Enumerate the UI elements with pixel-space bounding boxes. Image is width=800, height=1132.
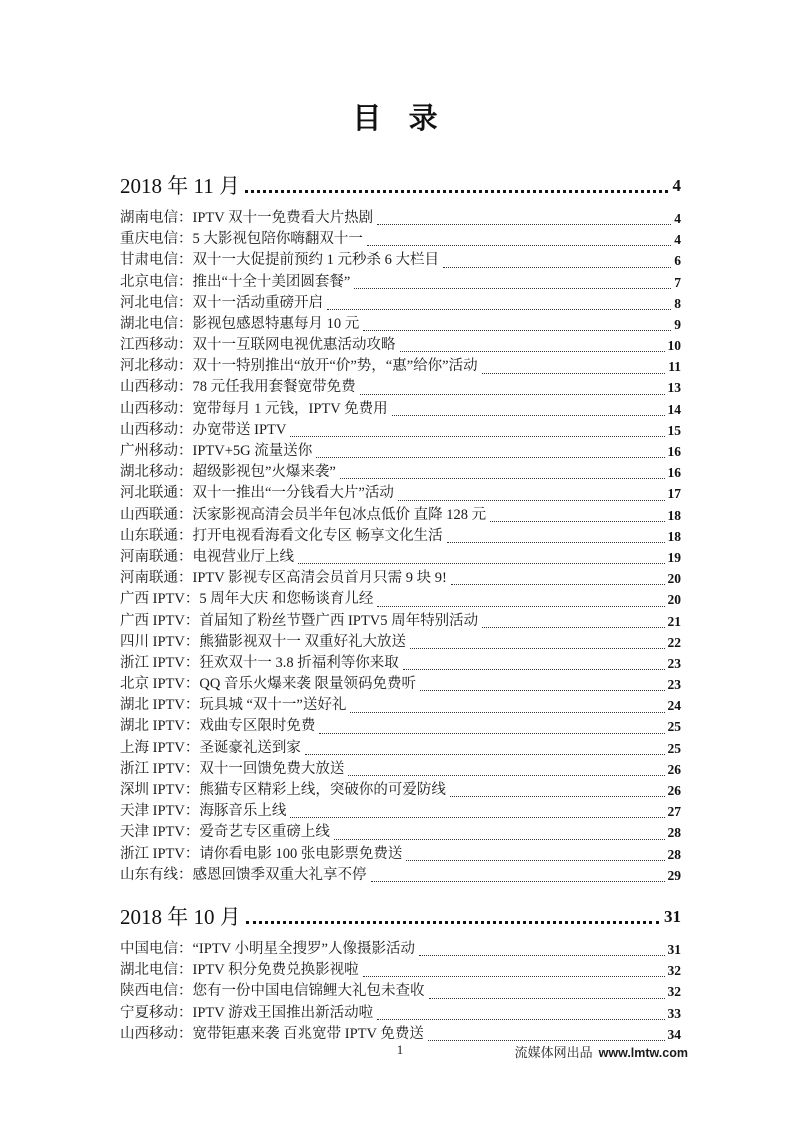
toc-entry[interactable] <box>120 717 681 738</box>
toc-entry-label: 广西 IPTV：首届知了粉丝节暨广西 IPTV5 周年特别活动 <box>120 612 479 629</box>
dot-leader <box>290 436 664 437</box>
toc-entry-label: 中国电信：“IPTV 小明星全搜罗”人像摄影活动 <box>120 940 415 957</box>
dot-leader <box>482 373 666 374</box>
dot-leader <box>482 627 664 628</box>
toc-entry-label: 江西移动：双十一互联网电视优惠活动攻略 <box>120 337 396 354</box>
dot-leader <box>428 1040 665 1041</box>
toc-entry-label: 河北联通：双十一推出“一分钱看大片”活动 <box>120 485 394 502</box>
dot-leader <box>334 839 665 840</box>
toc-entry-page-number: 18 <box>667 528 681 544</box>
toc-entry-page-number: 23 <box>667 677 681 693</box>
toc-entry-label: 山西移动：宽带每月 1 元钱，IPTV 免费用 <box>120 400 388 417</box>
toc-entry-page-number: 23 <box>667 655 681 671</box>
dot-leader <box>451 584 665 585</box>
toc-entry[interactable] <box>120 208 681 229</box>
dot-leader <box>367 245 671 246</box>
toc-entry-label: 浙江 IPTV：请你看电影 100 张电影票免费送 <box>120 845 403 862</box>
dot-leader <box>354 288 671 289</box>
dot-leader <box>319 733 664 734</box>
toc-entry-label: 湖南电信：IPTV 双十一免费看大片热剧 <box>120 209 374 226</box>
toc-entry[interactable] <box>120 483 681 504</box>
dot-leader <box>305 754 665 755</box>
dot-leader <box>348 775 664 776</box>
toc-entry-label: 河北电信：双十一活动重磅开启 <box>120 294 323 311</box>
toc-entry-page-number: 4 <box>674 232 681 248</box>
toc-entry-page-number: 26 <box>667 783 681 799</box>
toc-entry[interactable] <box>120 939 681 960</box>
toc-entry[interactable] <box>120 399 681 420</box>
toc-entry-page-number: 18 <box>667 507 681 523</box>
toc-entry-page-number: 33 <box>667 1005 681 1021</box>
toc-entry-page-number: 14 <box>667 401 681 417</box>
toc-entry-page-number: 28 <box>667 825 681 841</box>
toc-entry[interactable] <box>120 632 681 653</box>
dot-leader <box>327 309 671 310</box>
toc-entry-page-number: 6 <box>674 253 681 269</box>
dot-leader <box>490 521 664 522</box>
toc-entry[interactable] <box>120 293 681 314</box>
toc-entry-page-number: 24 <box>667 698 681 714</box>
toc-entry[interactable] <box>120 505 681 526</box>
toc-entry-page-number: 34 <box>667 1026 681 1042</box>
toc-section <box>120 171 681 886</box>
toc-entry-label: 河南联通：IPTV 影视专区高清会员首月只需 9 块 9! <box>120 570 447 587</box>
section-heading-label: 2018 年 10 月 <box>120 905 241 929</box>
toc-entry-page-number: 16 <box>667 465 681 481</box>
toc-entry-page-number: 32 <box>667 963 681 979</box>
toc-entry[interactable] <box>120 589 681 610</box>
toc-entry[interactable] <box>120 738 681 759</box>
dot-leader <box>410 648 665 649</box>
dot-leader <box>363 330 671 331</box>
toc-section-heading[interactable] <box>120 171 681 201</box>
toc-entry[interactable] <box>120 314 681 335</box>
toc-entry[interactable] <box>120 759 681 780</box>
toc-entry-label: 北京 IPTV：QQ 音乐火爆来袭 限量领码免费听 <box>120 676 417 693</box>
page-title: 目 录 <box>352 103 448 135</box>
dot-leader <box>400 351 665 352</box>
dot-leader <box>360 394 665 395</box>
toc-entry[interactable] <box>120 272 681 293</box>
toc-entry[interactable] <box>120 462 681 483</box>
toc-entry-label: 上海 IPTV：圣诞豪礼送到家 <box>120 739 301 756</box>
toc-entry[interactable] <box>120 960 681 981</box>
footer-credit <box>515 1042 688 1061</box>
toc-entry-label: 湖北电信：影视包感恩特惠每月 10 元 <box>120 315 360 332</box>
toc-entry-page-number: 27 <box>667 804 681 820</box>
toc-entry[interactable] <box>120 547 681 568</box>
toc-entry[interactable] <box>120 250 681 271</box>
dot-leader <box>298 563 665 564</box>
dot-leader <box>377 1019 664 1020</box>
toc-entry-page-number: 29 <box>667 867 681 883</box>
toc-entry-label: 浙江 IPTV：狂欢双十一 3.8 折福利等你来取 <box>120 654 399 671</box>
toc-entry-page-number: 28 <box>667 846 681 862</box>
toc-entry-label: 湖北电信：IPTV 积分免费兑换影视啦 <box>120 962 359 979</box>
toc-entry[interactable] <box>120 441 681 462</box>
dot-leader <box>245 190 668 193</box>
toc-entry[interactable] <box>120 865 681 886</box>
toc-entry-page-number: 21 <box>667 613 681 629</box>
dot-leader <box>316 457 664 458</box>
toc-entry[interactable] <box>120 780 681 801</box>
toc-entry-label: 甘肃电信：双十一大促提前预约 1 元秒杀 6 大栏目 <box>120 252 439 269</box>
dot-leader <box>392 415 665 416</box>
section-page-number: 4 <box>672 176 681 195</box>
toc-entry-list <box>120 939 681 1045</box>
dot-leader <box>420 690 664 691</box>
dot-leader <box>363 976 665 977</box>
toc-entry-page-number: 13 <box>667 380 681 396</box>
toc-entry[interactable] <box>120 674 681 695</box>
dot-leader <box>450 796 665 797</box>
toc-entry-page-number: 20 <box>667 571 681 587</box>
dot-leader <box>403 669 665 670</box>
toc-entry[interactable] <box>120 695 681 716</box>
footer-publisher: 流媒体网出品 <box>514 1045 593 1060</box>
footer-website: www.lmtw.com <box>598 1046 688 1060</box>
toc-entry-label: 山西移动：宽带钜惠来袭 百兆宽带 IPTV 免费送 <box>120 1025 424 1042</box>
toc-entry-page-number: 26 <box>667 761 681 777</box>
dot-leader <box>406 860 664 861</box>
toc-entry-page-number: 31 <box>667 941 681 957</box>
toc-entry-label: 天津 IPTV：海豚音乐上线 <box>120 803 287 820</box>
toc-entry-label: 陕西电信：您有一份中国电信锦鲤大礼包未查收 <box>120 983 425 1000</box>
toc-entry-page-number: 17 <box>667 486 681 502</box>
toc-entry-label: 河北移动：双十一特别推出“放开“价”势，“惠”给你”活动 <box>120 358 478 375</box>
toc-entry-page-number: 7 <box>674 274 681 290</box>
toc-entry-label: 浙江 IPTV：双十一回馈免费大放送 <box>120 760 345 777</box>
dot-leader <box>290 817 664 818</box>
toc-entry-label: 山东联通：打开电视看海看文化专区 畅享文化生活 <box>120 527 443 544</box>
toc-entry-label: 天津 IPTV：爱奇艺专区重磅上线 <box>120 824 330 841</box>
dot-leader <box>443 267 671 268</box>
dot-leader <box>350 712 664 713</box>
toc-entry-page-number: 20 <box>667 592 681 608</box>
dot-leader <box>246 921 659 924</box>
toc-entry[interactable] <box>120 844 681 865</box>
toc-section <box>120 902 681 1045</box>
toc-entry[interactable] <box>120 378 681 399</box>
toc-entry-label: 四川 IPTV：熊猫影视双十一 双重好礼大放送 <box>120 633 406 650</box>
toc-entry-label: 湖北 IPTV：玩具城 “双十一”送好礼 <box>120 697 347 714</box>
dot-leader <box>447 542 665 543</box>
toc-entry-page-number: 16 <box>667 444 681 460</box>
toc-entry-label: 湖北移动：超级影视包”火爆来袭” <box>120 464 336 481</box>
toc-entry[interactable] <box>120 526 681 547</box>
dot-leader <box>371 881 665 882</box>
toc-entry-page-number: 25 <box>667 740 681 756</box>
toc-entry-page-number: 8 <box>674 295 681 311</box>
toc-entry[interactable] <box>120 822 681 843</box>
toc-entry[interactable] <box>120 981 681 1002</box>
toc-entry[interactable] <box>120 1003 681 1024</box>
toc-entry-page-number: 19 <box>667 549 681 565</box>
toc-entry-label: 宁夏移动：IPTV 游戏王国推出新活动啦 <box>120 1004 374 1021</box>
toc-entry[interactable] <box>120 653 681 674</box>
dot-leader <box>377 224 671 225</box>
toc-entry-label: 北京电信：推出“十全十美团圆套餐” <box>120 273 351 290</box>
dot-leader <box>429 998 665 999</box>
toc-entry[interactable] <box>120 801 681 822</box>
toc-entry-label: 广州移动：IPTV+5G 流量送你 <box>120 443 313 460</box>
toc-entry-label: 山西移动：办宽带送 IPTV <box>120 421 287 438</box>
toc-entry[interactable] <box>120 568 681 589</box>
dot-leader <box>377 606 664 607</box>
toc-entry-label: 重庆电信：5 大影视包陪你嗨翻双十一 <box>120 231 363 248</box>
toc-entry-page-number: 32 <box>667 984 681 1000</box>
toc-entry-label: 河南联通：电视营业厅上线 <box>120 548 294 565</box>
toc-entry[interactable] <box>120 229 681 250</box>
toc-entry-label: 山西移动：78 元任我用套餐宽带免费 <box>120 379 356 396</box>
toc-entry[interactable] <box>120 611 681 632</box>
toc-entry[interactable] <box>120 356 681 377</box>
toc-section-heading[interactable] <box>120 902 681 932</box>
toc-entry-page-number: 4 <box>674 210 681 226</box>
toc-entry-page-number: 9 <box>674 316 681 332</box>
toc-entry-label: 山东有线：感恩回馈季双重大礼享不停 <box>120 866 367 883</box>
dot-leader <box>398 500 665 501</box>
table-of-contents <box>120 171 681 1045</box>
toc-entry-label: 湖北 IPTV：戏曲专区限时免费 <box>120 718 316 735</box>
section-page-number: 31 <box>664 907 681 926</box>
toc-entry-list <box>120 208 681 886</box>
toc-entry-label: 深圳 IPTV：熊猫专区精彩上线，突破你的可爱防线 <box>120 782 446 799</box>
toc-entry-label: 广西 IPTV：5 周年大庆 和您畅谈育儿经 <box>120 591 374 608</box>
footer-page-number: 1 <box>396 1042 404 1057</box>
page-footer <box>0 1042 800 1062</box>
toc-entry-page-number: 22 <box>667 634 681 650</box>
toc-entry[interactable] <box>120 420 681 441</box>
toc-entry[interactable] <box>120 335 681 356</box>
dot-leader <box>340 478 665 479</box>
toc-entry-label: 山西联通：沃家影视高清会员半年包冰点低价 直降 128 元 <box>120 506 487 523</box>
dot-leader <box>419 955 665 956</box>
toc-entry-page-number: 25 <box>667 719 681 735</box>
toc-entry-page-number: 15 <box>667 422 681 438</box>
toc-entry-page-number: 10 <box>667 338 681 354</box>
section-heading-label: 2018 年 11 月 <box>120 174 240 198</box>
toc-entry-page-number: 11 <box>668 359 681 375</box>
